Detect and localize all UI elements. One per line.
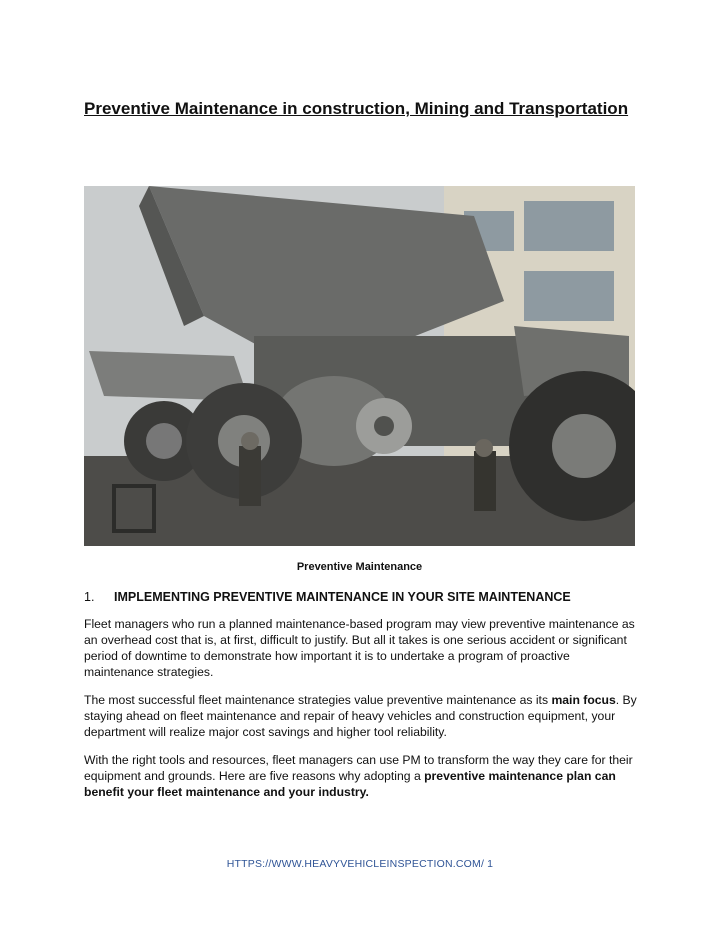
- footer-url-page-number[interactable]: HTTPS://WWW.HEAVYVEHICLEINSPECTION.COM/ 1: [226, 858, 494, 870]
- photo-caption: Preventive Maintenance: [296, 561, 423, 573]
- paragraph-2-bold: main focus: [551, 693, 616, 707]
- section-heading: [84, 590, 644, 604]
- paragraph-3: [84, 752, 640, 800]
- paragraph-3-bold: preventive maintenance plan can benefit your fleet maintenance and your industry.: [84, 769, 616, 799]
- section-heading-text: IMPLEMENTING PREVENTIVE MAINTENANCE IN YOUR SITE MAINTENANCE: [114, 590, 571, 604]
- photo-dump-truck-maintenance-icon: [84, 186, 635, 546]
- paragraph-2-text-a: The most successful fleet maintenance strategies value preventive maintenance as its: [84, 693, 552, 707]
- paragraph-2: [84, 692, 640, 740]
- paragraph-3-text: With the right tools and resources, fleet managers can use PM to transform the way they care for their equipment and grounds. Here are five reasons why adopting a: [84, 753, 633, 783]
- page-title: Preventive Maintenance in construction, Mining and Transportation: [84, 99, 629, 118]
- section-number: 1.: [84, 590, 95, 604]
- paragraph-1: Fleet managers who run a planned maintenance-based program may view preventive maintenance as an overhead cost that is, at first, difficult to justify. But all it takes is one serious accident or significant period of downtime to demonstrate how important it is to undertake a program of proactive maintenance strategies.: [84, 617, 635, 679]
- paragraph-2-text-b: . By staying ahead on fleet maintenance and repair of heavy vehicles and construction equipment, your department will realize major cost savings and higher tool reliability.: [84, 693, 637, 739]
- dump-truck-photo: [84, 186, 635, 546]
